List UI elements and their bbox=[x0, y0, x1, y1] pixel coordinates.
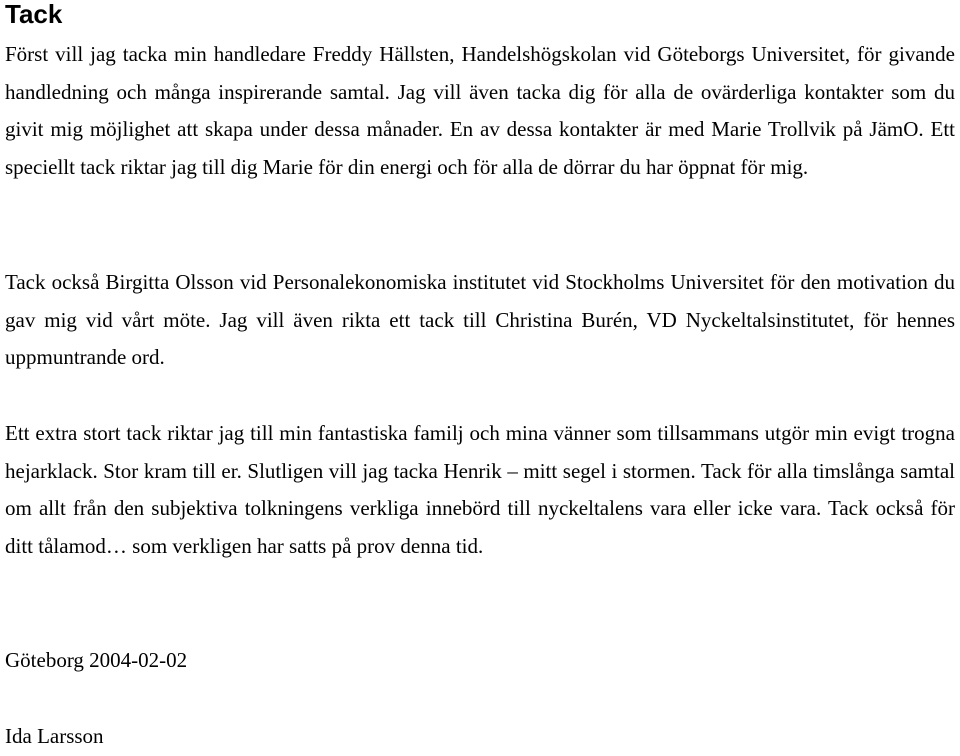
paragraph-2: Tack också Birgitta Olsson vid Personalekonomiska institutet vid Stockholms Universitet för den motivation du gav mig vid vårt möte. Jag vill även rikta ett tack till Christina Burén, VD Nyckeltalsinstitutet, för hennes uppmuntrande ord. bbox=[5, 270, 955, 369]
page-title: Tack bbox=[5, 0, 63, 29]
paragraph-1: Först vill jag tacka min handledare Freddy Hällsten, Handelshögskolan vid Göteborgs Universitet, för givande handledning och många inspirerande samtal. Jag vill även tacka dig för alla de ovärderliga kontakter som du givit mig möjlighet att skapa under dessa månader. En av dessa kontakter är med Marie Trollvik på JämO. Ett speciellt tack riktar jag till dig Marie för din energi och för alla de dörrar du har öppnat för mig. bbox=[5, 42, 955, 179]
signature-name: Ida Larsson bbox=[5, 724, 104, 748]
place-date: Göteborg 2004-02-02 bbox=[5, 648, 188, 672]
paragraph-3: Ett extra stort tack riktar jag till min fantastiska familj och mina vänner som tillsammans utgör min evigt trogna hejarklack. Stor kram till er. Slutligen vill jag tacka Henrik – mitt segel i stormen. Tack för alla timslånga samtal om allt från den subjektiva tolkningens verkliga innebörd till nyckeltalens vara eller icke vara. Tack också för ditt tålamod… som verkligen har satts på prov denna tid. bbox=[5, 421, 955, 558]
heading-container bbox=[5, 0, 62, 30]
